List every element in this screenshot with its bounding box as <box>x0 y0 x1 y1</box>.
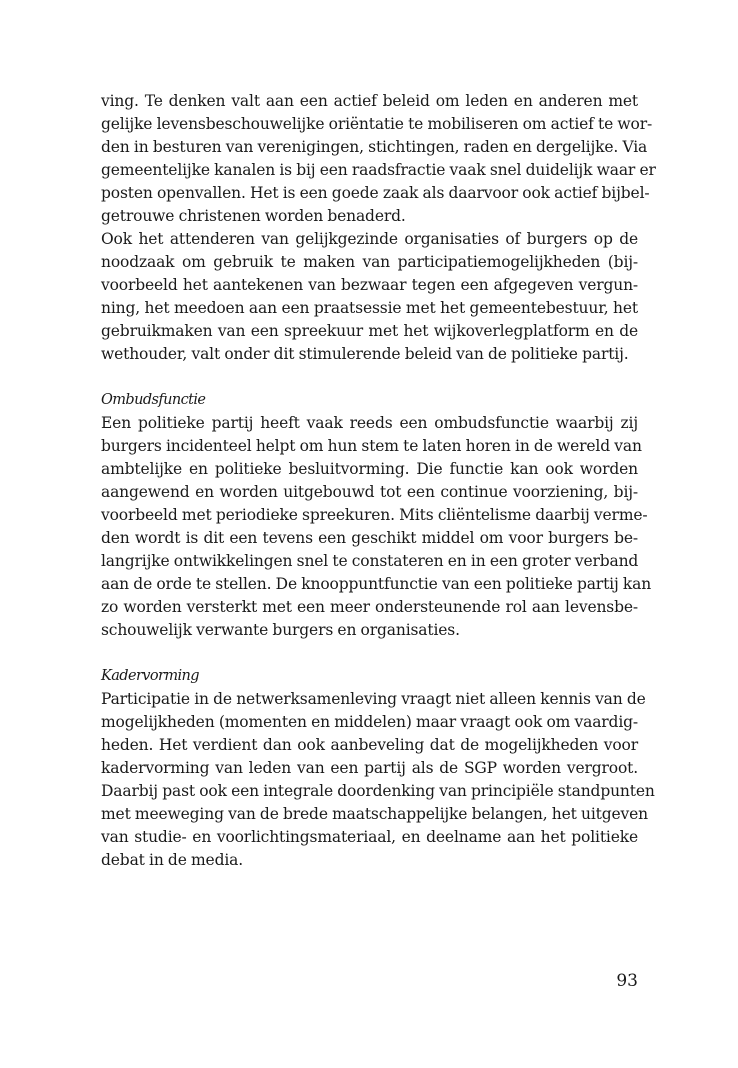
text-line: debat in de media. <box>101 851 244 869</box>
section-heading: Kadervorming <box>101 668 199 684</box>
paragraph-2 <box>101 228 638 366</box>
text-line: Ook het attenderen van gelijkgezinde organisaties of burgers op de <box>101 230 638 248</box>
section-heading: Ombudsfunctie <box>101 392 206 408</box>
text-line: wethouder, valt onder dit stimulerende beleid van de politieke partij. <box>101 345 629 363</box>
text-line: noodzaak om gebruik te maken van participatiemogelijkheden (bij- <box>101 253 638 271</box>
blank-line <box>101 642 638 665</box>
text-line: getrouwe christenen worden benaderd. <box>101 207 406 225</box>
text-line: den in besturen van verenigingen, stichtingen, raden en dergelijke. Via <box>101 138 648 156</box>
text-line: Participatie in de netwerksamenleving vraagt niet alleen kennis van de <box>101 690 646 708</box>
section-kadervorming <box>101 665 655 872</box>
text-line: gelijke levensbeschouwelijke oriëntatie te mobiliseren om actief te wor- <box>101 115 653 133</box>
text-line: gemeentelijke kanalen is bij een raadsfractie vaak snel duidelijk waar er <box>101 161 656 179</box>
page-number: 93 <box>616 971 638 991</box>
text-line: Een politieke partij heeft vaak reeds een ombudsfunctie waarbij zij <box>101 414 638 432</box>
text-line: kadervorming van leden van een partij als de SGP worden vergroot. <box>101 759 638 777</box>
text-line: voorbeeld met periodieke spreekuren. Mits cliëntelisme daarbij verme- <box>101 506 648 524</box>
text-line: ving. Te denken valt aan een actief beleid om leden en anderen met <box>101 92 638 110</box>
text-line: ning, het meedoen aan een praatsessie met het gemeentebestuur, het <box>101 299 638 317</box>
text-line: Daarbij past ook een integrale doordenking van principiële standpunten <box>101 782 655 800</box>
text-line: van studie- en voorlichtingsmateriaal, en deelname aan het politieke <box>101 828 638 846</box>
text-line: burgers incidenteel helpt om hun stem te laten horen in de wereld van <box>101 437 642 455</box>
text-line: aangewend en worden uitgebouwd tot een continue voorziening, bij- <box>101 483 638 501</box>
text-line: zo worden versterkt met een meer ondersteunende rol aan levensbe- <box>101 598 638 616</box>
text-line: aan de orde te stellen. De knooppuntfunctie van een politieke partij kan <box>101 575 652 593</box>
text-line: heden. Het verdient dan ook aanbeveling dat de mogelijkheden voor <box>101 736 638 754</box>
text-line: schouwelijk verwante burgers en organisaties. <box>101 621 460 639</box>
text-line: langrijke ontwikkelingen snel te constateren en in een groter verband <box>101 552 639 570</box>
body-text <box>101 90 656 872</box>
text-line: met meeweging van de brede maatschappelijke belangen, het uitgeven <box>101 805 648 823</box>
text-line: gebruikmaken van een spreekuur met het wijkoverlegplatform en de <box>101 322 638 340</box>
text-line: ambtelijke en politieke besluitvorming. Die functie kan ook worden <box>101 460 638 478</box>
blank-line <box>101 366 638 389</box>
section-ombudsfunctie <box>101 389 652 642</box>
text-line: voorbeeld het aantekenen van bezwaar tegen een afgegeven vergun- <box>101 276 638 294</box>
paragraph-1 <box>101 90 656 228</box>
text-line: posten openvallen. Het is een goede zaak als daarvoor ook actief bijbel- <box>101 184 650 202</box>
text-line: mogelijkheden (momenten en middelen) maar vraagt ook om vaardig- <box>101 713 638 731</box>
text-line: den wordt is dit een tevens een geschikt middel om voor burgers be- <box>101 529 638 547</box>
